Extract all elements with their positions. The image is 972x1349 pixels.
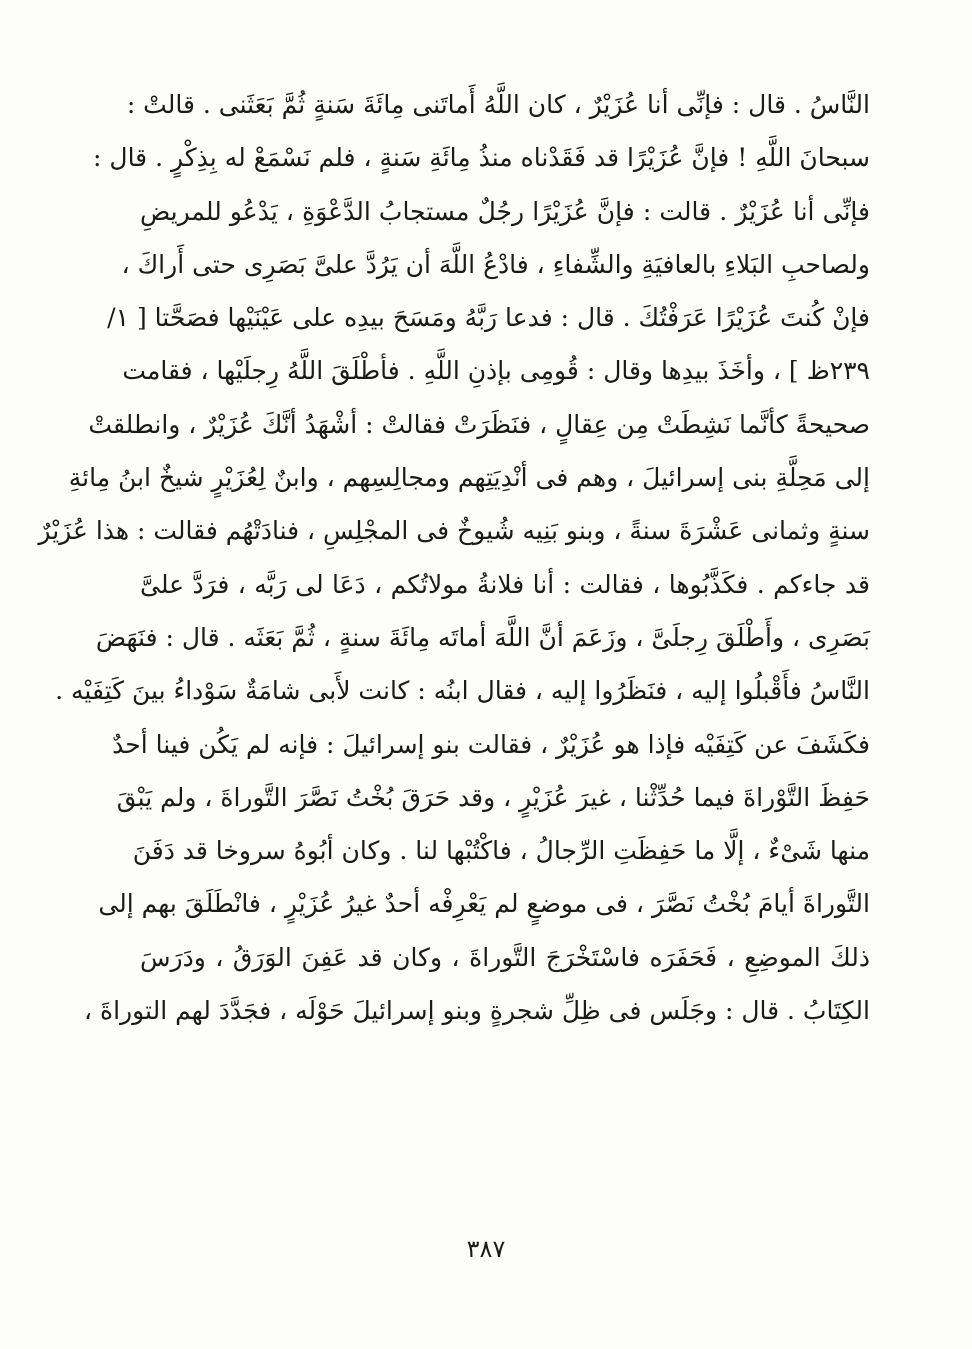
text-line-3: فإنِّى أنا عُزَيْرٌ . قالت : فإنَّ عُزَيْرًا رجُلٌ مستجابُ الدَّعْوَةِ ، يَدْعُو للمريضِ	[140, 196, 870, 226]
text-line-2: سبحانَ اللَّهِ ! فإنَّ عُزَيْرًا قد فَقَدْناه منذُ مِائَةِ سَنةٍ ، فلم نَسْمَعْ له بِذِكْرٍ . قال :	[93, 143, 870, 173]
text-line-8: إلى مَحِلَّةِ بنى إسرائيلَ ، وهم فى أنْدِيَتِهم ومجالِسِهم ، وابنٌ لِعُزَيْرٍ شيخٌ ابنُ مِائةِ	[68, 463, 870, 493]
text-line-17: ذلكَ الموضِعِ ، فَحَفَرَه فاسْتَخْرَجَ التَّوراةَ ، وكان قد عَفِنَ الوَرَقُ ، ودَرَسَ	[140, 942, 870, 972]
text-line-14: حَفِظَ التَّوْراةَ فيما حُدِّثْنا ، غيرَ عُزَيْرٍ ، وقد حَرَقَ بُخْتُ نَصَّرَ التَّوراةَ ، ولم يَبْقَ	[116, 782, 870, 812]
text-line-9: سنةٍ وثمانى عَشْرَةَ سنةً ، وبنو بَنِيه شُيوخٌ فى المجْلِسِ ، فنادَتْهُم فقالت : هذا عُزَيْرٌ	[38, 516, 870, 546]
text-line-10: قد جاءكم . فكَذَّبُوها ، فقالت : أنا فلانةُ مولاتُكم ، دَعَا لى رَبَّه ، فرَدَّ علىَّ	[140, 569, 870, 599]
text-line-11: بَصَرِى ، وأَطْلَقَ رِجلَىَّ ، وزَعَمَ أنَّ اللَّهَ أماتَه مِائَةَ سنةٍ ، ثُمَّ بَعَثَه . قال : فنَهَضَ	[95, 622, 870, 652]
text-line-7: صحيحةً كأنَّما نَشِطَتْ مِن عِقالٍ ، فنَظَرَتْ فقالتْ : أشْهَدُ أنَّكَ عُزَيْرٌ ، وانطلقتْ	[88, 409, 870, 439]
text-line-16: التَّوراةَ أيامَ بُخْتُ نَصَّرَ ، فى موضعٍ لم يَعْرِفْه أحدٌ غيرُ عُزَيْرٍ ، فانْطَلَقَ بهم إلى	[98, 889, 870, 919]
text-line-12: النَّاسُ فأَقْبلُوا إليه ، فنَظَرُوا إليه ، فقال ابنُه : كانت لأَبى شامَةٌ سَوْداءُ بينَ كَتِفَيْه .	[55, 676, 870, 706]
text-line-6: ٢٣٩ظ ] ، وأخَذَ بيدِها وقال : قُومِى بإذنِ اللَّهِ . فأطْلَقَ اللَّهُ رِجلَيْها ، فقامت	[122, 356, 870, 386]
text-line-4: ولصاحبِ البَلاءِ بالعافيَةِ والشِّفاءِ ، فادْعُ اللَّهَ أن يَرُدَّ علىَّ بَصَرِى حتى أَراكَ ،	[121, 249, 870, 279]
text-line-1: النَّاسُ . قال : فإنِّى أنا عُزَيْرٌ ، كان اللَّهُ أَماتَنى مِائَةَ سَنةٍ ثُمَّ بَعَثَنى . قالتْ :	[126, 90, 870, 119]
text-line-5: فإنْ كُنتَ عُزَيْرًا عَرَفْتُكَ . قال : فدعا رَبَّهُ ومَسَحَ بيدِه على عَيْنَيْها فصَحَّتا [ ١/	[107, 303, 870, 333]
body-text	[38, 78, 870, 1037]
page-number: ٣٨٧	[466, 1235, 506, 1263]
text-line-13: فكَشَفَ عن كَتِفَيْه فإذا هو عُزَيْرٌ ، فقالت بنو إسرائيلَ : فإنه لم يَكُن فينا أحدٌ	[112, 729, 870, 759]
text-line-18: الكِتَابُ . قال : وجَلَس فى ظِلِّ شجرةٍ وبنو إسرائيلَ حَوْلَه ، فجَدَّدَ لهم التوراةَ ،	[84, 996, 870, 1026]
text-line-15: منها شَىْءٌ ، إلَّا ما حَفِظَتِ الرِّجالُ ، فاكْتُبْها لنا . وكان أبُوهُ سروخا قد دَفَنَ	[132, 836, 870, 866]
